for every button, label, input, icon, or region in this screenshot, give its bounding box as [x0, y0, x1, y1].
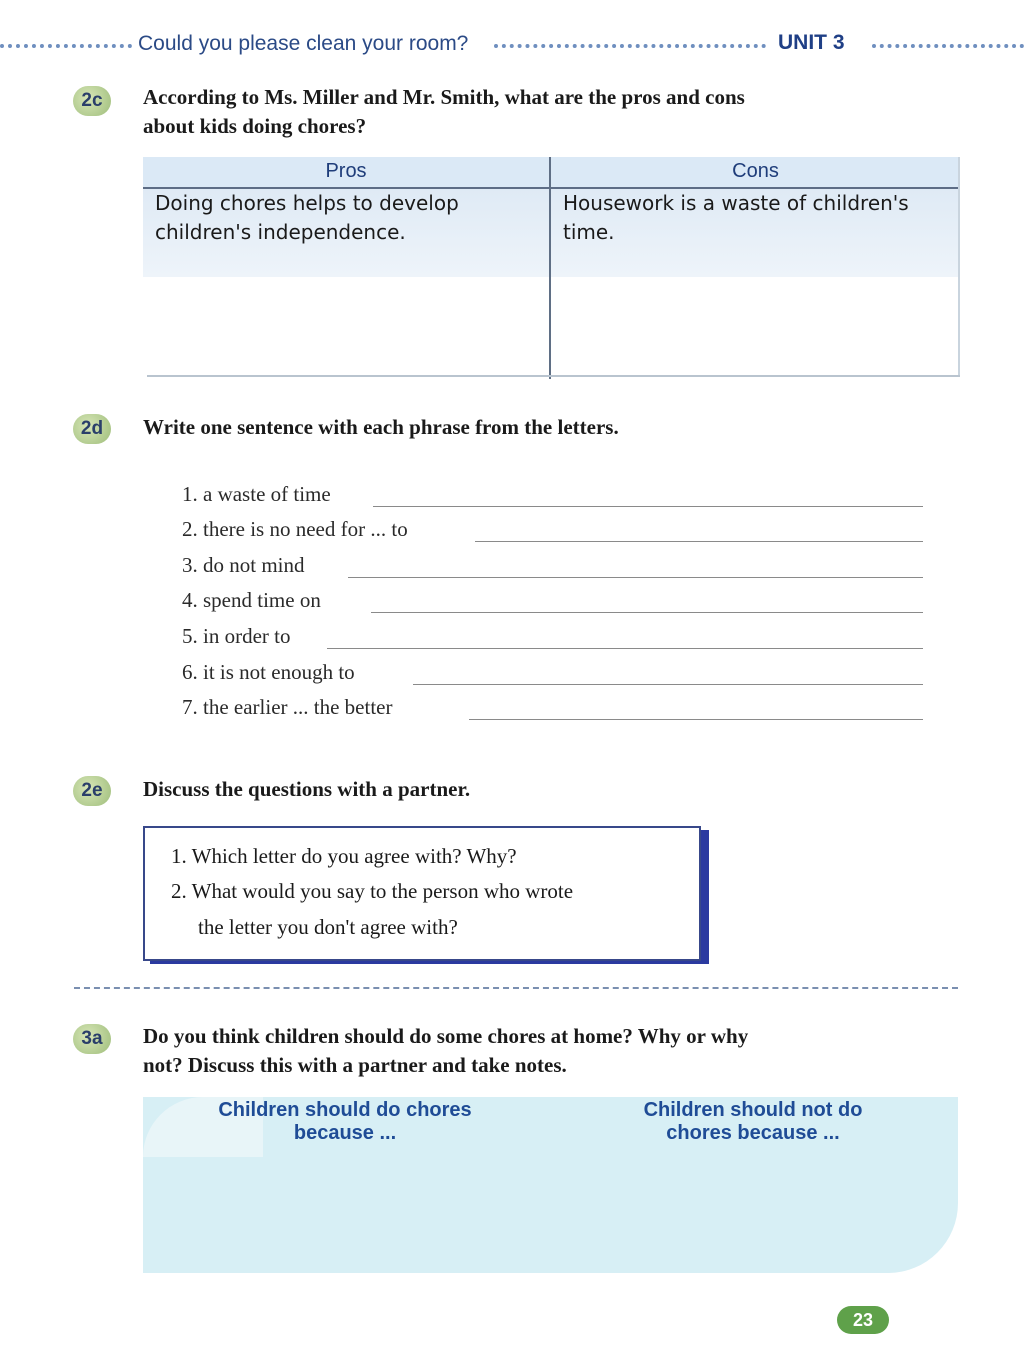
- header-dots-middle: [494, 44, 766, 48]
- answer-line-2[interactable]: [475, 541, 923, 542]
- pros-cons-table: [143, 157, 960, 377]
- instruction-2d: Write one sentence with each phrase from the letters.: [143, 415, 619, 439]
- instruction-2c: [143, 83, 745, 141]
- notes-heading-should-line1: Children should do chores: [218, 1099, 472, 1121]
- notes-heading-should-not: [603, 1099, 903, 1145]
- question-2-line1: 2. What would you say to the person who wrote: [171, 879, 574, 903]
- phrase-item-3: 3. do not mind: [182, 553, 305, 577]
- header-title: Could you please clean your room?: [138, 32, 469, 55]
- pros-cell-line1: Doing chores helps to develop: [155, 191, 459, 215]
- badge-2d: 2d: [73, 414, 111, 444]
- phrase-item-2: 2. there is no need for ... to: [182, 517, 408, 541]
- column-divider: [549, 157, 551, 379]
- instruction-3a-line1: Do you think children should do some chores at home? Why or why: [143, 1024, 749, 1048]
- header-unit: UNIT 3: [778, 31, 845, 54]
- answer-line-4[interactable]: [371, 612, 923, 613]
- pros-cell: [155, 189, 459, 247]
- instruction-2c-line2: about kids doing chores?: [143, 114, 367, 138]
- question-box: [143, 826, 701, 961]
- phrase-item-7: 7. the earlier ... the better: [182, 695, 393, 719]
- phrase-item-6: 6. it is not enough to: [182, 660, 355, 684]
- question-1: 1. Which letter do you agree with? Why?: [171, 844, 517, 868]
- phrase-item-4: 4. spend time on: [182, 588, 321, 612]
- answer-line-5[interactable]: [327, 648, 923, 649]
- notes-heading-should-line2: because ...: [293, 1122, 397, 1144]
- cons-cell-line2: time.: [563, 220, 615, 244]
- header-dots-left: [0, 44, 132, 48]
- answer-line-3[interactable]: [348, 577, 923, 578]
- section-separator: [74, 987, 958, 989]
- badge-3a: 3a: [73, 1024, 111, 1054]
- question-2-line2: the letter you don't agree with?: [198, 915, 458, 939]
- answer-line-1[interactable]: [373, 506, 923, 507]
- phrase-item-1: 1. a waste of time: [182, 482, 331, 506]
- instruction-3a: [143, 1022, 748, 1080]
- phrase-item-5: 5. in order to: [182, 624, 291, 648]
- table-bottom-border: [147, 375, 960, 377]
- answer-line-6[interactable]: [413, 684, 923, 685]
- notes-heading-should: [190, 1099, 500, 1145]
- badge-2c: 2c: [73, 86, 111, 116]
- answer-line-7[interactable]: [469, 719, 923, 720]
- instruction-2c-line1: According to Ms. Miller and Mr. Smith, what are the pros and cons: [143, 85, 745, 109]
- header-dots-right: [872, 44, 1024, 48]
- table-right-border: [958, 157, 960, 377]
- page-number: 23: [837, 1306, 889, 1334]
- header-pros: Pros: [325, 160, 367, 182]
- page-header: [0, 30, 1024, 62]
- instruction-2e: Discuss the questions with a partner.: [143, 777, 471, 801]
- notes-heading-should-not-line2: chores because ...: [666, 1122, 840, 1144]
- pros-cell-line2: children's independence.: [155, 220, 406, 244]
- header-cons: Cons: [732, 160, 779, 182]
- notes-heading-should-not-line1: Children should not do: [643, 1099, 863, 1121]
- badge-2e: 2e: [73, 776, 111, 806]
- instruction-3a-line2: not? Discuss this with a partner and take notes.: [143, 1053, 567, 1077]
- cons-cell-line1: Housework is a waste of children's: [563, 191, 909, 215]
- cons-cell: [563, 189, 909, 247]
